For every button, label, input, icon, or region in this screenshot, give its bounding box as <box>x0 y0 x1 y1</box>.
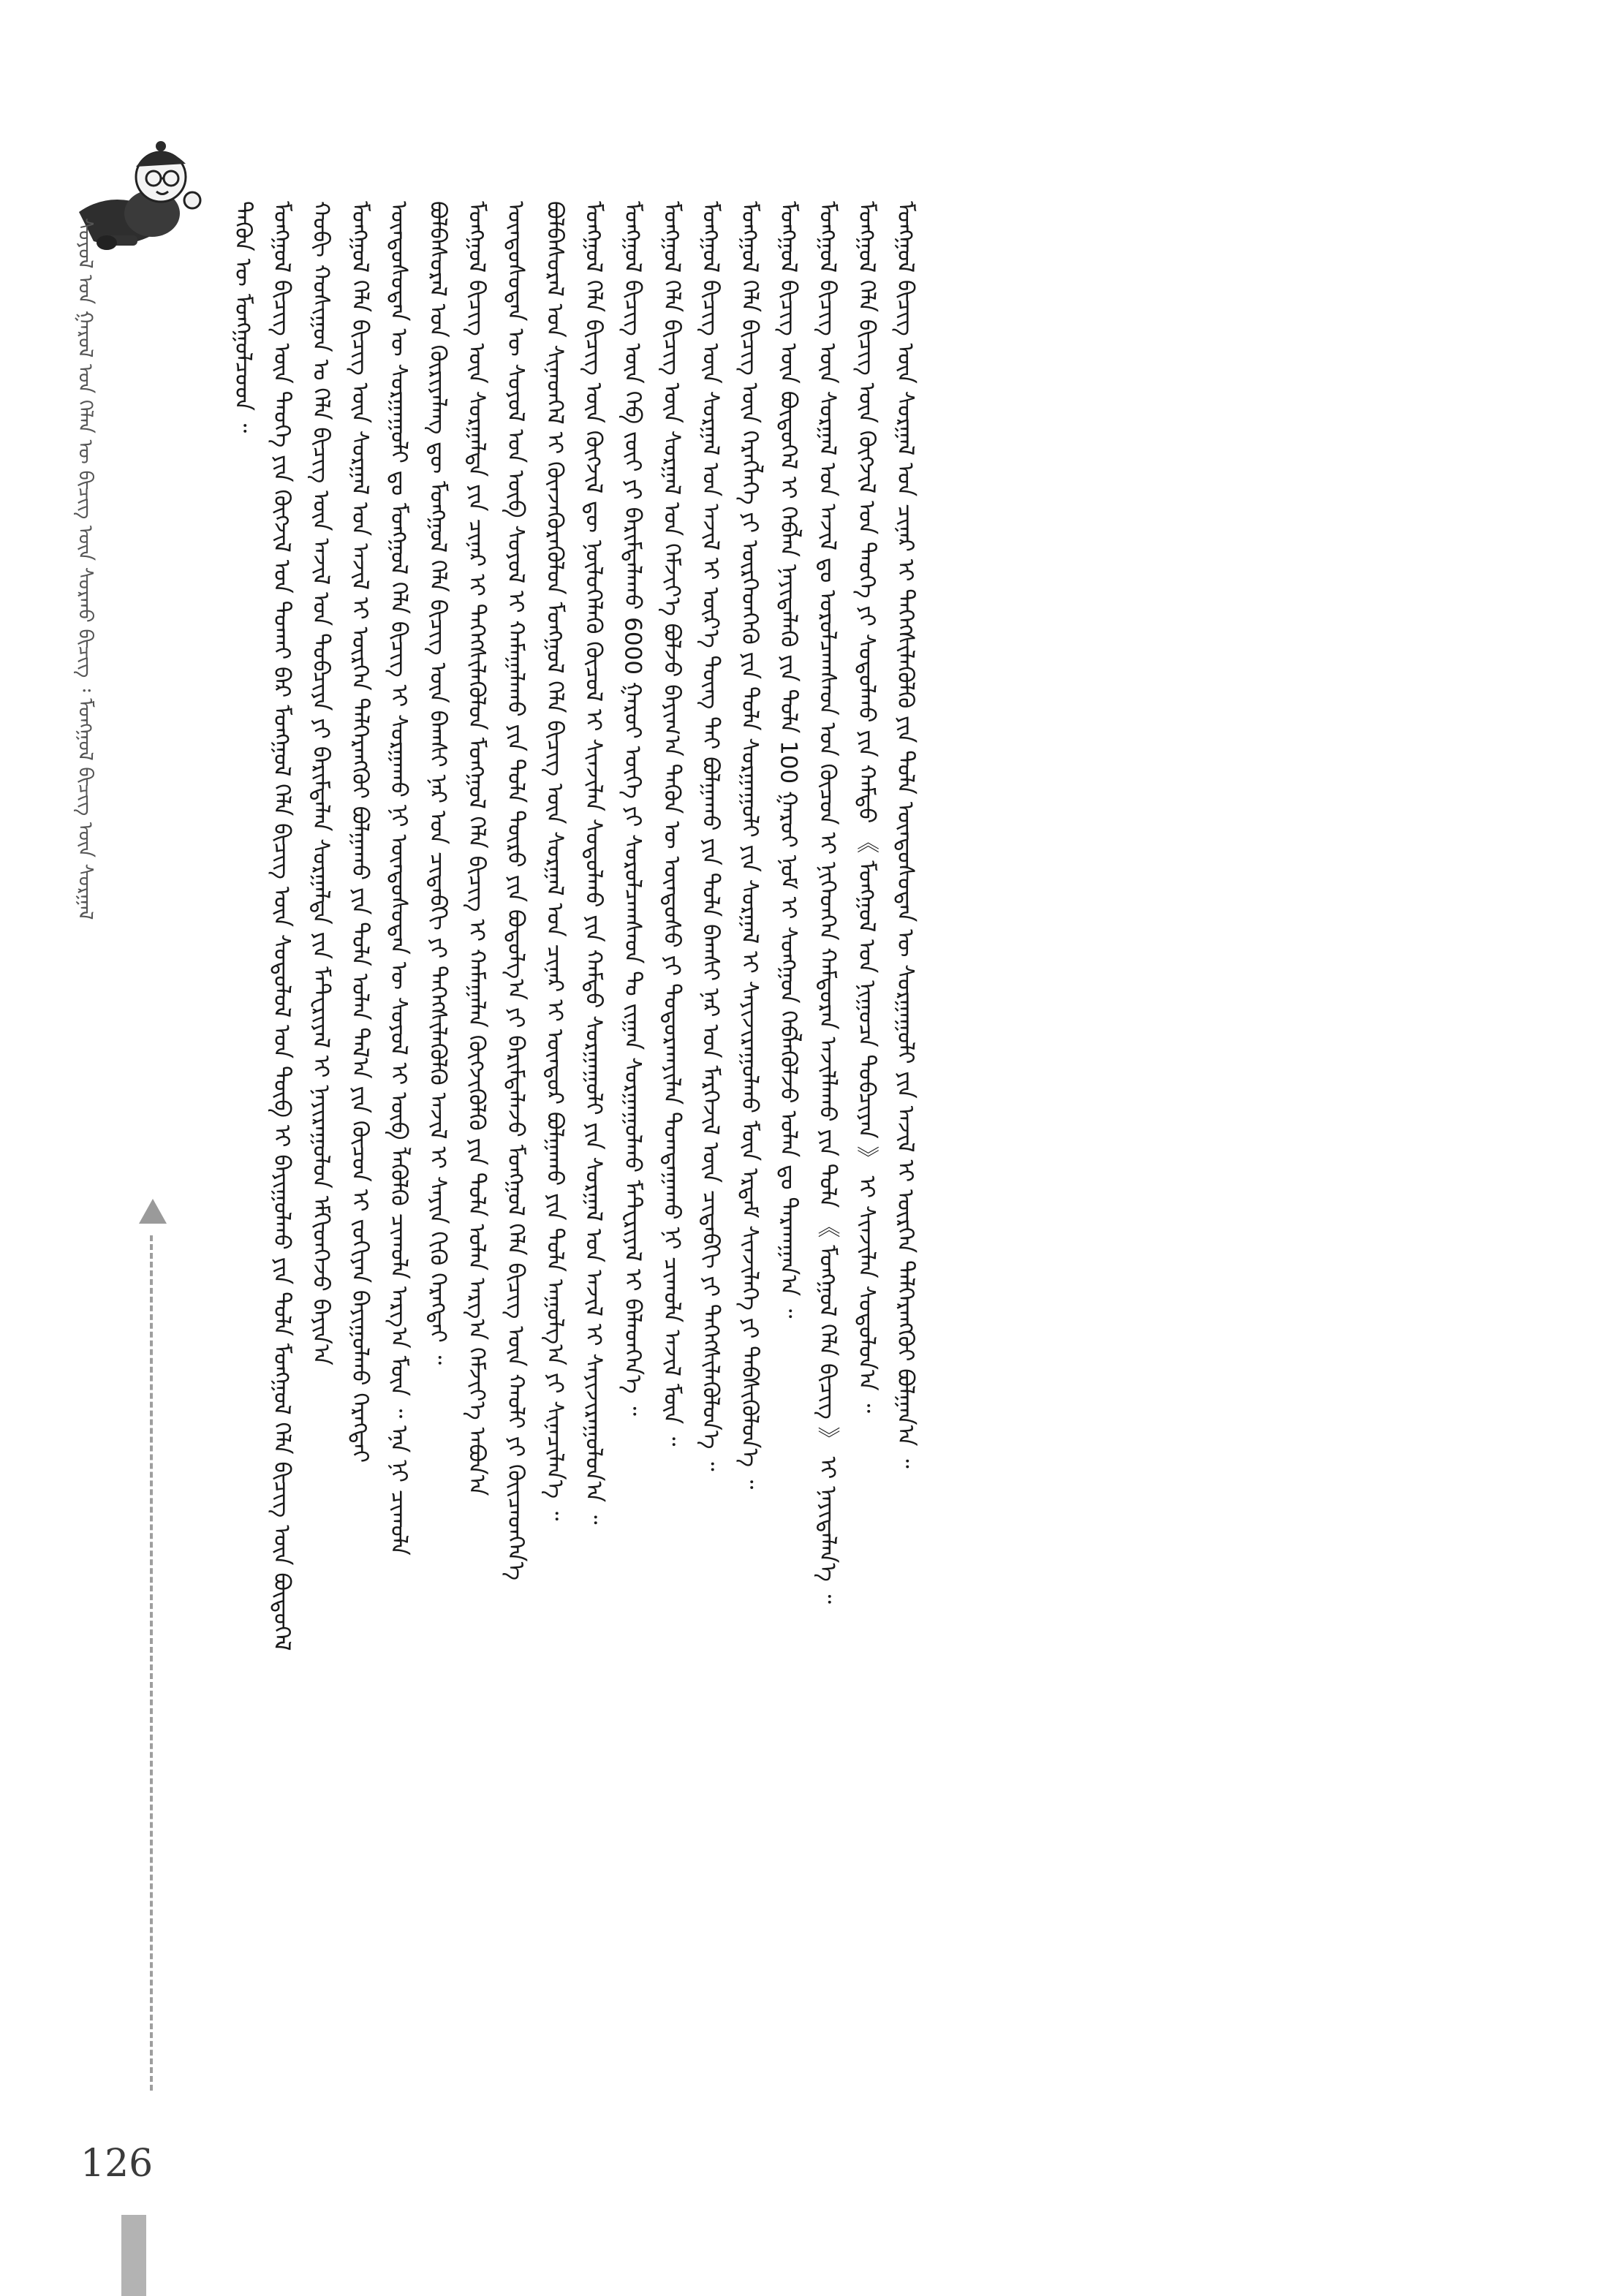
text-line: ᠦᠨᠳᠦᠰᠦᠲᠡᠨ ᠦ ᠰᠣᠶᠣᠯ ᠤᠨ ᠦᠪ ᠰᠣᠶᠣᠯ ᠢ ᠬᠠᠮᠠᠭᠠᠯᠠᠬᠤ ᠶᠢᠨ ᠲᠤᠯᠠ ᠲᠥᠷᠥ ᠶᠢᠨ ᠪᠣᠳᠣᠯᠭ᠎ᠠ ᠶᠢ ᠪᠠᠷᠢᠮᠲᠠᠯᠠᠵᠤ ᠮᠣᠩᠭᠣᠯ ᠬᠡᠯᠡ ᠪᠢᠴᠢᠭ ᠦᠨ ᠬᠠᠤᠯᠢ ᠶᠢ ᠭᠦᠢᠴᠡᠳᠬᠡᠨ᠎ᠡ <box>502 201 529 1581</box>
text-line: ᠮᠣᠩᠭᠣᠯ ᠪᠢᠴᠢᠭ ᠦᠨ ᠰᠤᠷᠭᠠᠯᠲᠠ ᠶᠢᠨ ᠴᠢᠨᠠᠷ ᠢ ᠳᠡᠭᠡᠭᠰᠢᠯᠡᠭᠦᠯᠦᠨ ᠮᠣᠩᠭᠣᠯ ᠬᠡᠯᠡ ᠪᠢᠴᠢᠭ ᠢ ᠬᠠᠮᠠᠭᠠᠯᠠᠨ ᠬᠥᠭᠵᠢᠭᠦᠯᠬᠦ ᠶᠢᠨ ᠲᠤᠯᠠ ᠣᠯᠠᠨ ᠠᠷᠭ᠎ᠠ ᠬᠡᠮᠵᠢᠶ᠎ᠡ ᠠᠪᠤᠨ᠎ᠠ <box>464 201 491 1496</box>
text-line: ᠮᠣᠩᠭᠣᠯ ᠪᠢᠴᠢᠭ ᠦᠨ ᠪᠦᠲᠦᠭᠡᠯ ᠢ ᠬᠡᠪᠯᠡᠨ ᠨᠡᠶᠢᠲᠡᠯᠡᠬᠦ ᠶᠢᠨ ᠲᠤᠯᠠ 100 ᠭᠠᠷᠤᠢ ᠨᠣᠮ ᠢ ᠰᠣᠩᠭᠣᠨ ᠬᠡᠪᠯᠡᠭᠦᠯᠵᠦ ᠣᠯᠠᠨ ᠳᠤ ᠲᠠᠷᠬᠠᠭᠠᠨ᠎ᠠ ᠃ <box>775 201 802 1319</box>
text-line: ᠮᠣᠩᠭᠣᠯ ᠬᠡᠯᠡ ᠪᠢᠴᠢᠭ ᠦᠨ ᠰᠤᠷᠭᠠᠯ ᠤᠨ ᠠᠵᠢᠯ ᠢ ᠥᠷᠭᠡᠨ ᠳᠡᠯᠭᠡᠷᠡᠩᠭᠦᠢ ᠪᠣᠯᠭᠠᠬᠤ ᠶᠢᠨ ᠲᠤᠯᠠ ᠣᠯᠠᠨ ᠲᠠᠯ᠎ᠠ ᠶᠢᠨ ᠬᠦᠴᠦᠨ ᠢ ᠵᠣᠬᠢᠶᠠᠨ ᠪᠠᠶᠢᠭᠤᠯᠬᠤ ᠬᠡᠷᠡᠭᠲᠡᠢ <box>347 201 374 1463</box>
text-line: ᠮᠣᠩᠭᠣᠯ ᠪᠢᠴᠢᠭ ᠦᠨ ᠰᠤᠷᠭᠠᠯ ᠤᠨ ᠴᠢᠨᠠᠷ ᠢ ᠳᠡᠭᠡᠭᠰᠢᠯᠡᠭᠦᠯᠬᠦ ᠶᠢᠨ ᠲᠤᠯᠠ ᠦᠨᠳᠦᠰᠦᠲᠡᠨ ᠦ ᠰᠤᠷᠭᠠᠭᠤᠯᠢ ᠶᠢᠨ ᠠᠵᠢᠯ ᠢ ᠥᠷᠭᠡᠨ ᠳᠡᠯᠭᠡᠷᠡᠩᠭᠦᠢ ᠪᠣᠯᠭᠠᠨ᠎ᠠ ᠃ <box>892 201 919 1469</box>
text-line: ᠮᠣᠩᠭᠣᠯ ᠪᠢᠴᠢᠭ ᠦᠨ ᠲᠡᠦᠬᠡ ᠶᠢᠨ ᠬᠥᠭᠵᠢᠯ ᠤᠨ ᠲᠣᠬᠠᠢ ᠪᠡᠷ ᠮᠣᠩᠭᠣᠯ ᠬᠡᠯᠡ ᠪᠢᠴᠢᠭ ᠦᠨ ᠰᠤᠳᠤᠯᠤᠯ ᠤᠨ ᠲᠥᠪ ᠢ ᠪᠠᠶᠢᠭᠤᠯᠬᠤ ᠶᠢᠨ ᠲᠤᠯᠠ ᠮᠣᠩᠭᠣᠯ ᠬᠡᠯᠡ ᠪᠢᠴᠢᠭ ᠦᠨ ᠪᠦᠲᠦᠭᠡᠯ <box>268 201 295 1651</box>
text-line: ᠦᠨᠳᠦᠰᠦᠲᠡᠨ ᠦ ᠰᠤᠷᠭᠠᠭᠤᠯᠢ ᠳᠤ ᠮᠣᠩᠭᠣᠯ ᠬᠡᠯᠡ ᠪᠢᠴᠢᠭ ᠢ ᠰᠤᠷᠭᠠᠬᠤ ᠨᠢ ᠦᠨᠳᠦᠰᠦᠲᠡᠨ ᠦ ᠰᠣᠶᠣᠯ ᠢ ᠥᠪ ᠯᠡᠭᠦᠯᠬᠦ ᠴᠢᠬᠤᠯᠠ ᠠᠷᠭ᠎ᠠ ᠮᠥᠨ ᠃ ᠡᠨᠡ ᠨᠢ ᠴᠢᠬᠤᠯᠠ <box>385 201 412 1556</box>
text-line: ᠮᠣᠩᠭᠣᠯ ᠬᠡᠯᠡ ᠪᠢᠴᠢᠭ ᠦᠨ ᠬᠥᠭᠵᠢᠯ ᠳᠦ ᠨᠥᠯᠥᠭᠡᠯᠡᠬᠦ ᠬᠦᠴᠦᠯ ᠢ ᠰᠢᠨᠵᠢᠯᠡᠨ ᠰᠤᠳᠤᠯᠬᠤ ᠶᠢᠨ ᠬᠠᠮᠲᠤ ᠰᠤᠷᠭᠠᠭᠤᠯᠢ ᠶᠢᠨ ᠰᠤᠷᠭᠠᠯ ᠤᠨ ᠠᠵᠢᠯ ᠢ ᠰᠠᠶᠢᠵᠢᠷᠠᠭᠤᠯᠤᠨ᠎ᠠ ᠃ <box>580 201 608 1525</box>
page-number: 126 <box>80 2142 154 2186</box>
text-line: ᠪᠣᠯᠪᠠᠰᠤᠷᠠᠯ ᠤᠨ ᠰᠢᠨᠡᠳᠬᠡᠯ ᠢ ᠭᠦᠨᠵᠡᠭᠦᠷᠡᠭᠦᠯᠦᠨ ᠮᠣᠩᠭᠣᠯ ᠬᠡᠯᠡ ᠪᠢᠴᠢᠭ ᠦᠨ ᠰᠤᠷᠭᠠᠯ ᠤᠨ ᠴᠢᠨᠠᠷ ᠢ ᠥᠨᠳᠥᠷ ᠪᠣᠯᠭᠠᠬᠤ ᠶᠢᠨ ᠲᠤᠯᠠ ᠠᠭᠤᠯᠭ᠎ᠠ ᠶᠢ ᠰᠢᠨᠡᠴᠢᠯᠡᠨ᠎ᠡ ᠃ <box>541 201 568 1521</box>
text-line: ᠮᠣᠩᠭᠣᠯ ᠪᠢᠴᠢᠭ ᠦᠨ ᠬᠡᠪ ᠵᠦᠢ ᠶᠢ ᠪᠠᠷᠢᠮᠲᠠᠯᠠᠬᠤ 6000 ᠭᠠᠷᠤᠢ ᠦᠭᠡ ᠶᠢ ᠰᠤᠷᠤᠯᠴᠠᠭᠰᠠᠳ ᠲᠤ ᠵᠢᠭᠠᠨ ᠰᠤᠷᠭᠠᠭᠤᠯᠬᠤ ᠮᠠᠲ᠋ᠸᠷᠢᠶᠠᠯ ᠢ ᠪᠡᠯᠡᠳᠬᠡᠨ᠎ᠡ ᠃ <box>619 201 646 1416</box>
triangle-marker-icon <box>139 1199 167 1224</box>
running-header: ᠰᠣᠶᠣᠯ ᠤᠨ ᠭᠠᠷᠤᠯ ᠤᠨ ᠬᠡᠯᠡᠨ ᠦ ᠪᠢᠴᠢᠭ ᠦᠨ ᠰᠤᠷᠬᠤ ᠪᠢᠴᠢᠭ ᠄ ᠮᠣᠩᠭᠣᠯ ᠪᠢᠴᠢᠭ ᠦᠨ ᠰᠤᠷᠭᠠᠯ <box>74 218 97 920</box>
dashed-divider <box>150 1235 153 2091</box>
page-edge-tab <box>121 2215 146 2296</box>
text-line: ᠮᠣᠩᠭᠣᠯ ᠪᠢᠴᠢᠭ ᠦᠨ ᠰᠤᠷᠭᠠᠯ ᠤᠨ ᠠᠵᠢᠯ ᠳᠤ ᠣᠷᠣᠯᠴᠠᠭᠰᠠᠳ ᠤᠨ ᠬᠦᠴᠦᠨ ᠢ ᠨᠢᠭᠡᠳᠬᠡᠨ ᠬᠠᠮᠲᠤᠷᠠᠨ ᠠᠵᠢᠯᠯᠠᠬᠤ ᠶᠢᠨ ᠲᠤᠯᠠ 《 ᠮᠣᠩᠭᠣᠯ ᠬᠡᠯᠡ ᠪᠢᠴᠢᠭ 》 ᠢ ᠨᠡᠶᠢᠲᠡᠯᠡᠨ᠎ᠡ ᠃ <box>814 201 841 1604</box>
text-line: ᠮᠣᠩᠭᠣᠯ ᠬᠡᠯᠡ ᠪᠢᠴᠢᠭ ᠦᠨ ᠬᠥᠭᠵᠢᠯ ᠤᠨ ᠲᠡᠦᠬᠡ ᠶᠢ ᠰᠤᠳᠤᠯᠬᠤ ᠶᠢᠨ ᠬᠠᠮᠲᠤ 《 ᠮᠣᠩᠭᠣᠯ ᠤᠨ ᠨᠢᠭᠤᠴᠠ ᠲᠣᠪᠴᠢᠶᠠᠨ 》 ᠢ ᠰᠢᠨᠵᠢᠯᠡᠨ ᠰᠤᠳᠤᠯᠤᠨ᠎ᠠ ᠃ <box>853 201 880 1413</box>
text-line: ᠮᠣᠩᠭᠣᠯ ᠬᠡᠯᠡ ᠪᠢᠴᠢᠭ ᠦᠨ ᠬᠡᠷᠡᠭᠯᠡᠭᠡ ᠶᠢ ᠥᠷᠭᠡᠳᠬᠡᠬᠦ ᠶᠢᠨ ᠲᠤᠯᠠ ᠰᠤᠷᠭᠠᠭᠤᠯᠢ ᠶᠢᠨ ᠰᠤᠷᠭᠠᠯ ᠢ ᠰᠠᠶᠢᠵᠢᠷᠠᠭᠤᠯᠬᠤ ᠮᠥᠨ ᠡᠷᠳᠡᠮ ᠰᠢᠨᠵᠢᠯᠡᠭᠡ ᠶᠢ ᠳᠡᠪᠰᠢᠭᠦᠯᠦᠨ᠎ᠡ ᠃ <box>736 201 763 1490</box>
text-line: ᠲᠡᠭᠦᠨ ᠦ ᠮᠣᠩᠭᠣᠯᠴᠤᠳ ᠃ <box>230 201 257 433</box>
text-line: ᠪᠣᠯᠪᠠᠰᠤᠷᠠᠯ ᠤᠨ ᠬᠦᠷᠢᠶᠡᠯᠡᠩ ᠳᠦ ᠮᠣᠩᠭᠣᠯ ᠬᠡᠯᠡ ᠪᠢᠴᠢᠭ ᠦᠨ ᠪᠠᠭᠰᠢ ᠨᠠᠷ ᠤᠨ ᠴᠢᠳᠠᠪᠬᠢ ᠶᠢ ᠳᠡᠭᠡᠭᠰᠢᠯᠡᠭᠦᠯᠬᠦ ᠠᠵᠢᠯ ᠢ ᠰᠠᠶᠢᠨ ᠬᠢᠬᠦ ᠬᠡᠷᠡᠭᠲᠡᠢ ᠃ <box>424 201 451 1365</box>
text-line: ᠮᠣᠩᠭᠣᠯ ᠪᠢᠴᠢᠭ ᠦᠨ ᠰᠤᠷᠭᠠᠯ ᠤᠨ ᠠᠵᠢᠯ ᠢ ᠦᠷ᠎ᠡ ᠳᠦᠩ ᠲᠠᠶ ᠪᠣᠯᠭᠠᠬᠤ ᠶᠢᠨ ᠲᠤᠯᠠ ᠪᠠᠭᠰᠢ ᠨᠠᠷ ᠤᠨ ᠮᠡᠷᠭᠡᠵᠢᠯ ᠦᠨ ᠴᠢᠳᠠᠪᠬᠢ ᠶᠢ ᠳᠡᠭᠡᠭᠰᠢᠯᠡᠭᠦᠯᠦᠨ᠎ᠡ ᠃ <box>697 201 725 1471</box>
text-line: ᠬᠤᠪᠢ ᠬᠣᠰᠢᠭᠤᠨ ᠤ ᠬᠡᠯᠡ ᠪᠢᠴᠢᠭ ᠦᠨ ᠠᠵᠢᠯ ᠤᠨ ᠲᠣᠪᠴᠢᠶᠠ ᠶᠢ ᠪᠠᠷᠢᠮᠲᠠᠯᠠᠨ ᠰᠤᠷᠭᠠᠯᠲᠠ ᠶᠢᠨ ᠮᠠᠲ᠋ᠸᠷᠢᠶᠠᠯ ᠢ ᠨᠠᠶᠢᠷᠠᠭᠤᠯᠤᠨ ᠡᠮᠬᠢᠳᠬᠡᠵᠦ ᠪᠠᠶᠢᠨ᠎ᠠ <box>307 201 334 1365</box>
text-line: ᠮᠣᠩᠭᠣᠯ ᠬᠡᠯᠡ ᠪᠢᠴᠢᠭ ᠦᠨ ᠰᠤᠷᠭᠠᠯ ᠤᠨ ᠬᠡᠮᠵᠢᠶ᠎ᠡ ᠪᠣᠯᠵᠤ ᠪᠠᠶᠢᠭ᠎ᠠ ᠲᠡᠭᠦᠨ ᠦ ᠦᠨᠳᠦᠰᠦ ᠶᠢ ᠲᠣᠳᠣᠷᠬᠠᠶᠢᠯᠠᠨ ᠲᠣᠭᠲᠠᠭᠠᠬᠤ ᠨᠢ ᠴᠢᠬᠤᠯᠠ ᠠᠵᠢᠯ ᠮᠥᠨ ᠃ <box>658 201 685 1447</box>
body-text <box>223 201 1415 2050</box>
